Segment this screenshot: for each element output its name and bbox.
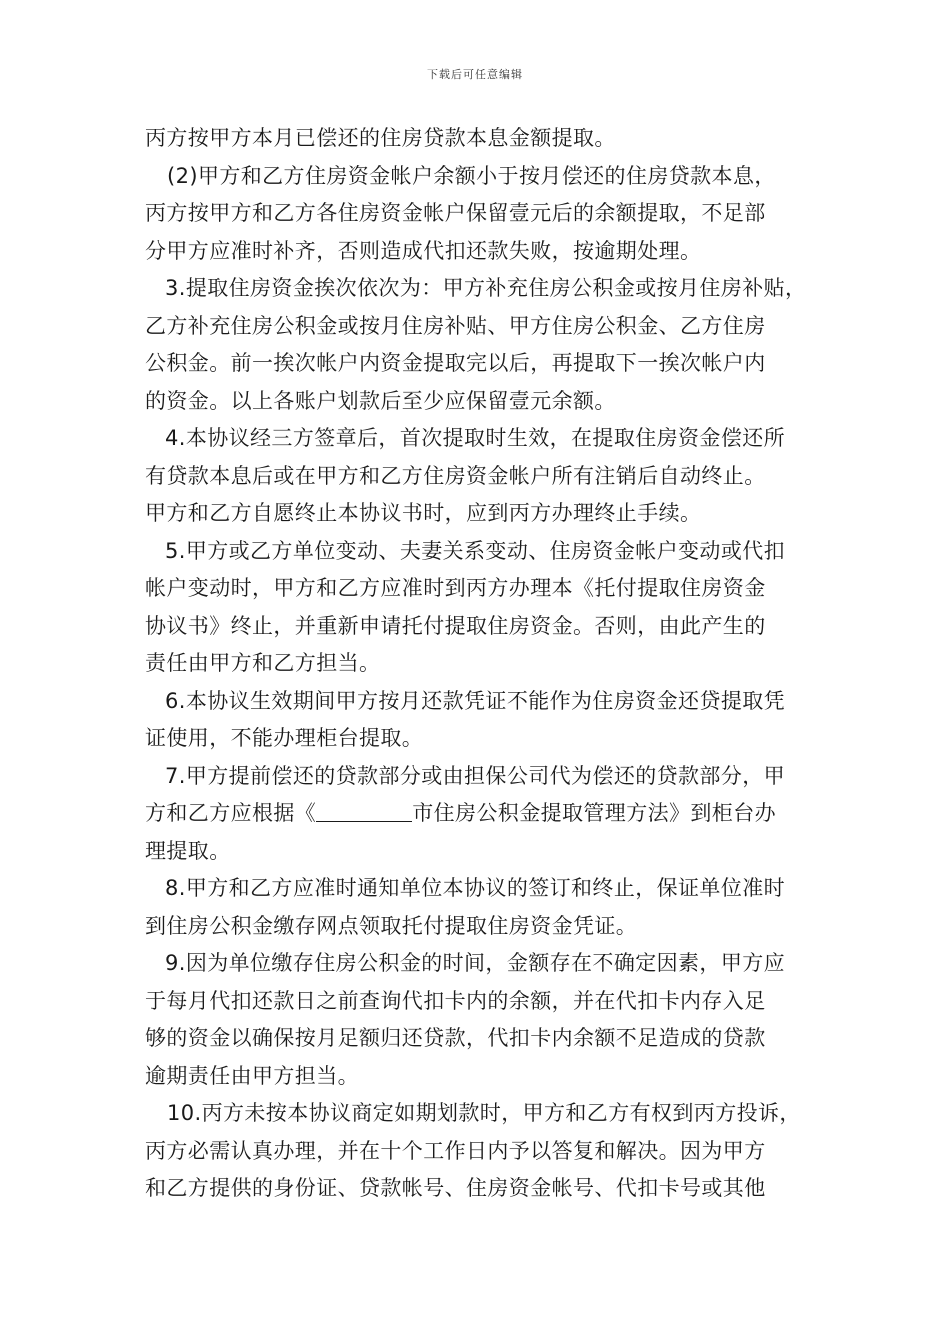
text-line: 丙方必需认真办理，并在十个工作日内予以答复和解决。因为甲方 [145,1138,766,1163]
page-header: 下载后可任意编辑 [427,68,523,81]
text-line: 8.甲方和乙方应准时通知单位本协议的签订和终止，保证单位准时 [165,876,786,900]
fill-in-blank [316,801,412,822]
text-line: 有贷款本息后或在甲方和乙方住房资金帐户所有注销后自动终止。 [145,463,766,488]
text-line: 逾期责任由甲方担当。 [145,1063,359,1088]
text-line: 和乙方提供的身份证、贷款帐号、住房资金帐号、代扣卡号或其他 [145,1176,766,1200]
text-line: 帐户变动时，甲方和乙方应准时到丙方办理本《托付提取住房资金 [145,576,766,600]
text-line: 丙方按甲方和乙方各住房资金帐户保留壹元后的余额提取，不足部 [145,201,766,225]
text-segment: 市住房公积金提取管理方法》到柜台办 [412,801,777,825]
text-segment: 方和乙方应根据《 [145,801,317,825]
text-line: 公积金。前一挨次帐户内资金提取完以后，再提取下一挨次帐户内 [145,351,766,375]
text-line: 甲方和乙方自愿终止本协议书时，应到丙方办理终止手续。 [145,501,702,525]
text-line: 的资金。以上各账户划款后至少应保留壹元余额。 [145,388,616,413]
text-line: (2)甲方和乙方住房资金帐户余额小于按月偿还的住房贷款本息， [167,163,776,188]
text-line: 于每月代扣还款日之前查询代扣卡内的余额，并在代扣卡内存入足 [145,988,766,1013]
text-line: 分甲方应准时补齐，否则造成代扣还款失败，按逾期处理。 [145,238,702,263]
document-body [145,120,825,1208]
text-line-with-blank [145,795,825,833]
text-line: 9.因为单位缴存住房公积金的时间，金额存在不确定因素，甲方应 [165,951,786,975]
text-line: 证使用，不能办理柜台提取。 [145,726,424,750]
text-line: 7.甲方提前偿还的贷款部分或由担保公司代为偿还的贷款部分，甲 [165,763,786,788]
text-line: 责任由甲方和乙方担当。 [145,651,381,675]
text-line: 3.提取住房资金挨次依次为：甲方补充住房公积金或按月住房补贴， [165,276,807,300]
text-line: 丙方按甲方本月已偿还的住房贷款本息金额提取。 [145,126,616,150]
text-line: 协议书》终止，并重新申请托付提取住房资金。否则，由此产生的 [145,613,766,638]
text-line: 10.丙方未按本协议商定如期划款时，甲方和乙方有权到丙方投诉， [167,1101,801,1125]
text-line: 乙方补充住房公积金或按月住房补贴、甲方住房公积金、乙方住房 [145,313,766,338]
text-line: 4.本协议经三方签章后，首次提取时生效，在提取住房资金偿还所 [165,426,786,450]
text-line: 够的资金以确保按月足额归还贷款，代扣卡内余额不足造成的贷款 [145,1026,766,1050]
text-line: 6.本协议生效期间甲方按月还款凭证不能作为住房资金还贷提取凭 [165,688,786,713]
text-line: 理提取。 [145,838,231,863]
text-line: 5.甲方或乙方单位变动、夫妻关系变动、住房资金帐户变动或代扣 [165,538,786,563]
text-line: 到住房公积金缴存网点领取托付提取住房资金凭证。 [145,913,638,938]
